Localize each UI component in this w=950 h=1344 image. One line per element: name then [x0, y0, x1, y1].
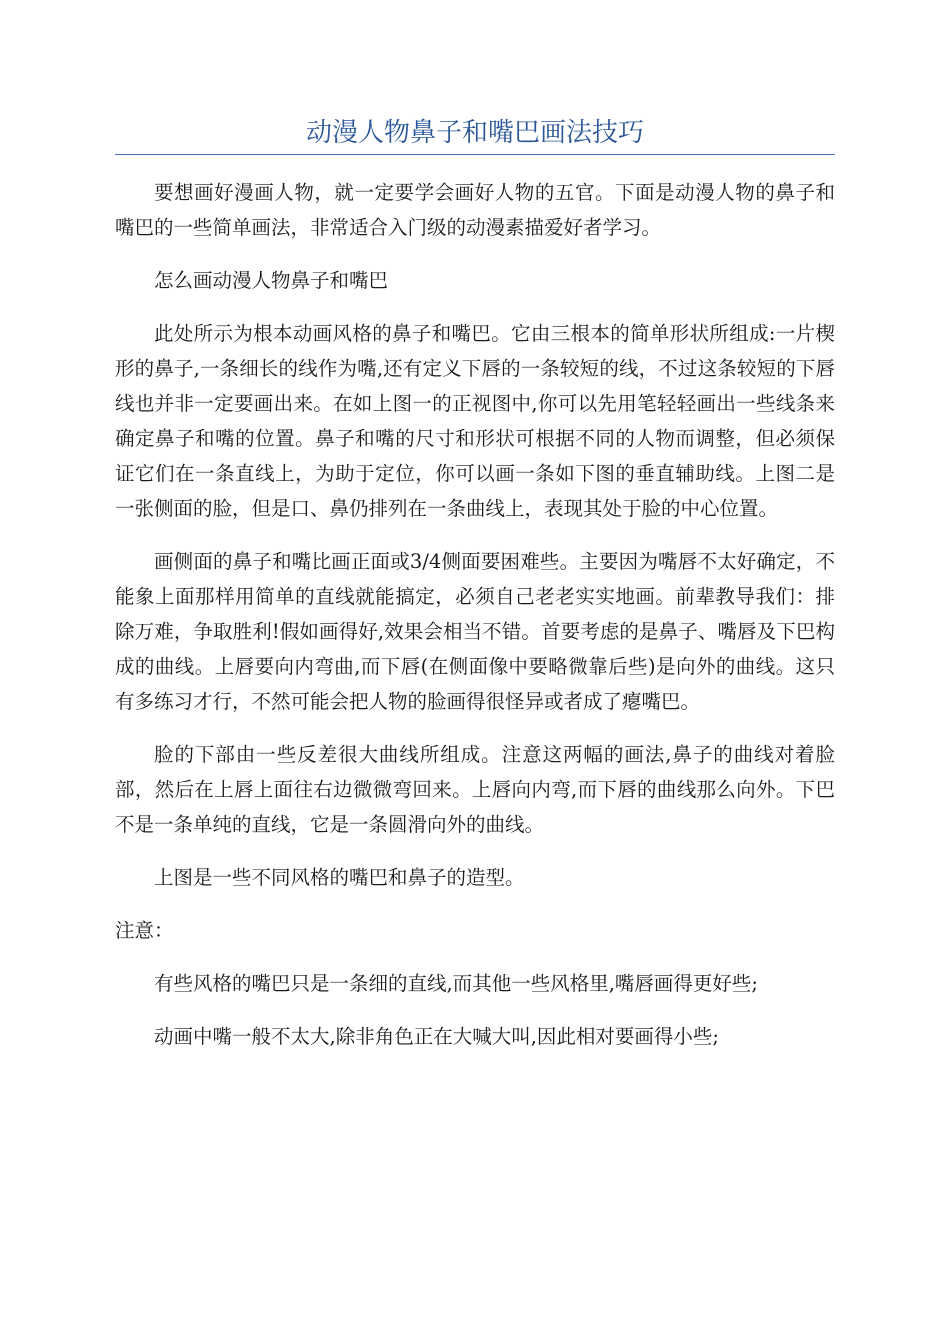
- paragraph-subheading: 怎么画动漫人物鼻子和嘴巴: [154, 269, 389, 292]
- paragraph-lower-face: 脸的下部由一些反差很大曲线所组成。注意这两幅的画法,鼻子的曲线对着脸部，然后在上唇上面往右边微微弯回来。上唇向内弯,而下唇的曲线那么向外。下巴不是一条单纯的直线，它是一条圆滑向外的曲线。: [115, 743, 835, 836]
- paragraph-intro: 要想画好漫画人物，就一定要学会画好人物的五官。下面是动漫人物的鼻子和嘴巴的一些简单画法，非常适合入门级的动漫素描爱好者学习。: [115, 181, 835, 239]
- paragraph-note-label: 注意：: [115, 919, 174, 942]
- paragraph-basic-style: 此处所示为根本动画风格的鼻子和嘴巴。它由三根本的简单形状所组成:一片楔形的鼻子,一条细长的线作为嘴,还有定义下唇的一条较短的线，不过这条较短的下唇线也并非一定要画出来。在如上图一的正视图中,你可以先用笔轻轻画出一些线条来确定鼻子和嘴的位置。鼻子和嘴的尺寸和形状可根据不同的人物而调整，但必须保证它们在一条直线上，为助于定位，你可以画一条如下图的垂直辅助线。上图二是一张侧面的脸，但是口、鼻仍排列在一条曲线上，表现其处于脸的中心位置。: [115, 322, 835, 520]
- paragraph-note-2: 动画中嘴一般不太大,除非角色正在大喊大叫,因此相对要画得小些;: [154, 1025, 719, 1048]
- paragraph-side-view: 画侧面的鼻子和嘴比画正面或3/4侧面要困难些。主要因为嘴唇不太好确定，不能象上面那样用简单的直线就能搞定，必须自己老老实实地画。前辈教导我们：排除万难，争取胜利!假如画得好,效果会相当不错。首要考虑的是鼻子、嘴唇及下巴构成的曲线。上唇要向内弯曲,而下唇(在侧面像中要略微靠后些)是向外的曲线。这只有多练习才行，不然可能会把人物的脸画得很怪异或者成了瘪嘴巴。: [115, 550, 835, 713]
- paragraph-note-1: 有些风格的嘴巴只是一条细的直线,而其他一些风格里,嘴唇画得更好些;: [154, 972, 758, 995]
- title-underline: [115, 154, 835, 155]
- paragraph-styles: 上图是一些不同风格的嘴巴和鼻子的造型。: [154, 866, 525, 889]
- document-body: [115, 175, 835, 1072]
- document-title: 动漫人物鼻子和嘴巴画法技巧: [305, 118, 644, 148]
